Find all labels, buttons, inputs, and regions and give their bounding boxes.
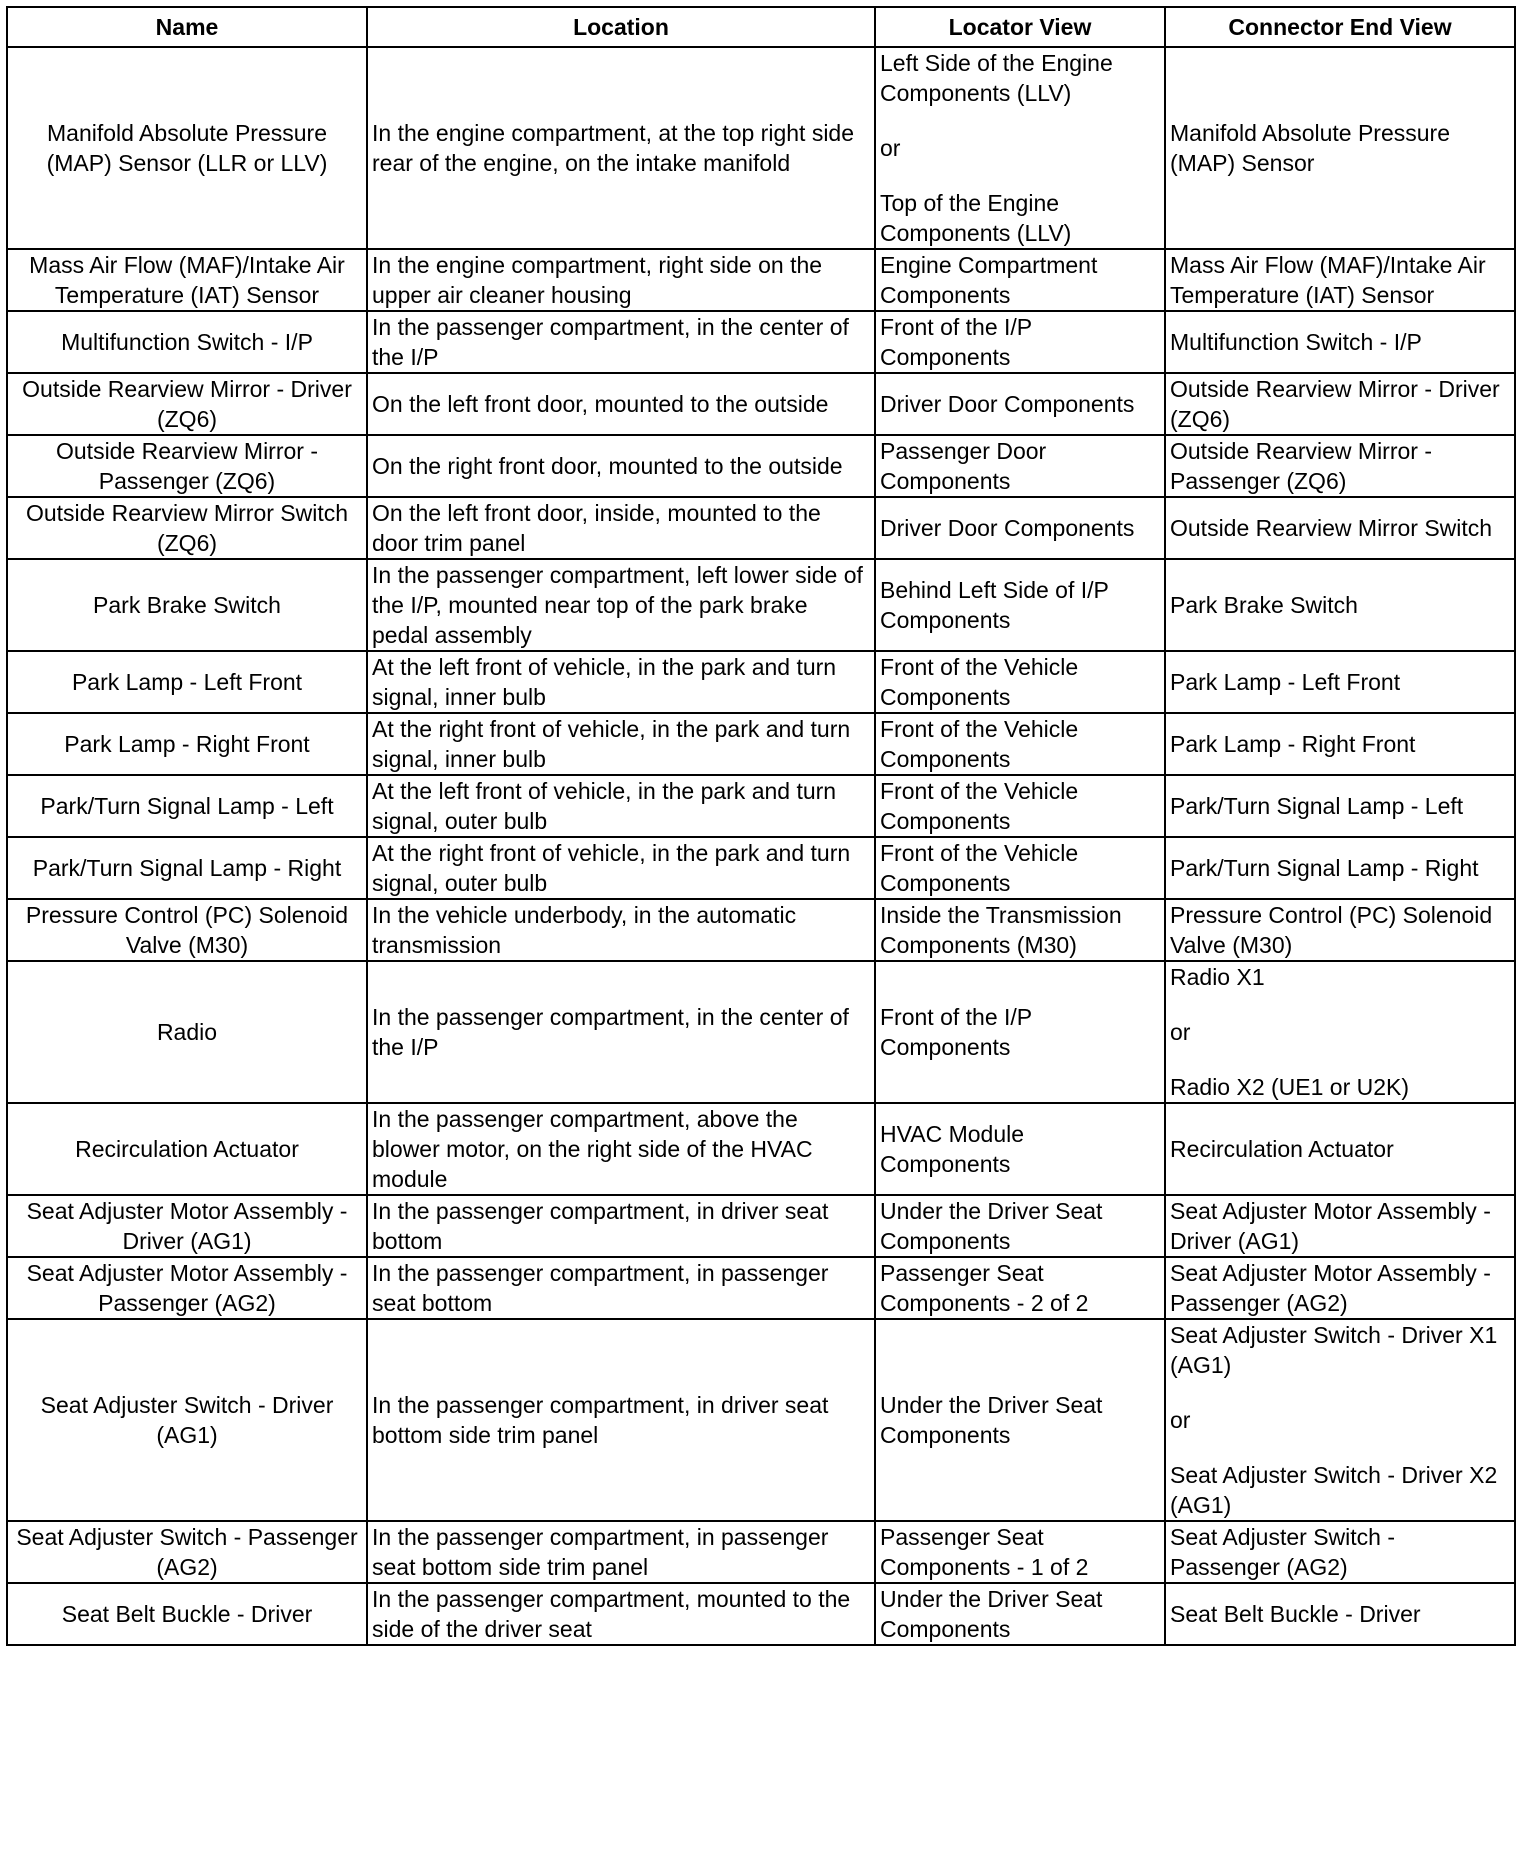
cell-locator-view	[875, 47, 1165, 249]
locator-view-text: Driver Door Components	[880, 515, 1135, 541]
cell-location: In the passenger compartment, in driver seat bottom side trim panel	[367, 1319, 875, 1521]
table-row	[7, 1319, 1515, 1521]
locator-view-text: HVAC Module Components	[880, 1121, 1025, 1177]
cell-connector-end-view	[1165, 775, 1515, 837]
locator-view-text: Front of the Vehicle Components	[880, 840, 1079, 896]
header-connector-end-view: Connector End View	[1165, 7, 1515, 47]
cell-name: Park Brake Switch	[7, 559, 367, 651]
locator-view-text: Under the Driver Seat Components	[880, 1392, 1103, 1448]
locator-view-text: Front of the Vehicle Components	[880, 716, 1079, 772]
cell-location: On the left front door, inside, mounted to the door trim panel	[367, 497, 875, 559]
table-row	[7, 249, 1515, 311]
locator-view-text: Front of the I/P Components	[880, 314, 1032, 370]
cell-locator-view	[875, 435, 1165, 497]
cell-connector-end-view	[1165, 249, 1515, 311]
cell-location: In the engine compartment, at the top right side rear of the engine, on the intake manifold	[367, 47, 875, 249]
cell-location: At the right front of vehicle, in the park and turn signal, inner bulb	[367, 713, 875, 775]
cell-locator-view	[875, 775, 1165, 837]
table-row	[7, 497, 1515, 559]
connector-end-view-text: Park/Turn Signal Lamp - Right	[1170, 855, 1479, 881]
connector-end-view-text: Radio X1	[1170, 964, 1265, 990]
cell-connector-end-view	[1165, 373, 1515, 435]
table-body	[7, 47, 1515, 1645]
cell-name: Radio	[7, 961, 367, 1103]
cell-locator-view	[875, 1319, 1165, 1521]
cell-name: Seat Adjuster Switch - Passenger (AG2)	[7, 1521, 367, 1583]
cell-name: Multifunction Switch - I/P	[7, 311, 367, 373]
cell-locator-view	[875, 651, 1165, 713]
table-row	[7, 1521, 1515, 1583]
cell-connector-end-view	[1165, 1583, 1515, 1645]
cell-locator-view	[875, 1195, 1165, 1257]
connector-end-view-text: Radio X2 (UE1 or U2K)	[1170, 1074, 1410, 1100]
cell-location: In the engine compartment, right side on the upper air cleaner housing	[367, 249, 875, 311]
cell-location: In the passenger compartment, left lower side of the I/P, mounted near top of the park brake pedal assembly	[367, 559, 875, 651]
cell-name: Seat Adjuster Motor Assembly - Driver (AG1)	[7, 1195, 367, 1257]
cell-location: In the passenger compartment, above the blower motor, on the right side of the HVAC module	[367, 1103, 875, 1195]
cell-name: Recirculation Actuator	[7, 1103, 367, 1195]
table-row	[7, 559, 1515, 651]
table-row	[7, 837, 1515, 899]
header-row	[7, 7, 1515, 47]
cell-location: At the left front of vehicle, in the park and turn signal, inner bulb	[367, 651, 875, 713]
cell-connector-end-view	[1165, 1319, 1515, 1521]
table-row	[7, 1257, 1515, 1319]
connector-end-view-text: Multifunction Switch - I/P	[1170, 329, 1422, 355]
locator-view-text: Engine Compartment Components	[880, 252, 1098, 308]
connector-end-view-text: Outside Rearview Mirror Switch	[1170, 515, 1493, 541]
connector-end-view-text: or	[1170, 1019, 1191, 1045]
table-row	[7, 1195, 1515, 1257]
cell-locator-view	[875, 1521, 1165, 1583]
cell-name: Seat Adjuster Motor Assembly - Passenger (AG2)	[7, 1257, 367, 1319]
cell-locator-view	[875, 559, 1165, 651]
cell-locator-view	[875, 1103, 1165, 1195]
connector-end-view-text: Seat Adjuster Motor Assembly - Driver (AG1)	[1170, 1198, 1491, 1254]
cell-locator-view	[875, 311, 1165, 373]
connector-end-view-text: Park Lamp - Right Front	[1170, 731, 1416, 757]
cell-locator-view	[875, 961, 1165, 1103]
cell-connector-end-view	[1165, 1521, 1515, 1583]
cell-connector-end-view	[1165, 497, 1515, 559]
cell-location: On the left front door, mounted to the outside	[367, 373, 875, 435]
table-row	[7, 47, 1515, 249]
cell-name: Outside Rearview Mirror - Driver (ZQ6)	[7, 373, 367, 435]
table-row	[7, 373, 1515, 435]
table-row	[7, 775, 1515, 837]
connector-end-view-text: Outside Rearview Mirror - Passenger (ZQ6)	[1170, 438, 1432, 494]
cell-locator-view	[875, 497, 1165, 559]
cell-name: Park Lamp - Left Front	[7, 651, 367, 713]
locator-view-text: Under the Driver Seat Components	[880, 1586, 1103, 1642]
cell-name: Seat Adjuster Switch - Driver (AG1)	[7, 1319, 367, 1521]
connector-end-view-text: Park Brake Switch	[1170, 592, 1358, 618]
cell-location: In the passenger compartment, in the center of the I/P	[367, 311, 875, 373]
cell-location: In the passenger compartment, in the center of the I/P	[367, 961, 875, 1103]
cell-name: Seat Belt Buckle - Driver	[7, 1583, 367, 1645]
table-row	[7, 311, 1515, 373]
connector-end-view-text: Seat Adjuster Switch - Driver X1 (AG1)	[1170, 1322, 1498, 1378]
locator-view-text: Passenger Seat Components - 1 of 2	[880, 1524, 1089, 1580]
locator-view-text: Driver Door Components	[880, 391, 1135, 417]
table-row	[7, 713, 1515, 775]
cell-name: Mass Air Flow (MAF)/Intake Air Temperature (IAT) Sensor	[7, 249, 367, 311]
cell-locator-view	[875, 899, 1165, 961]
cell-connector-end-view	[1165, 47, 1515, 249]
table-header	[7, 7, 1515, 47]
cell-locator-view	[875, 373, 1165, 435]
cell-locator-view	[875, 1583, 1165, 1645]
cell-name: Manifold Absolute Pressure (MAP) Sensor (LLR or LLV)	[7, 47, 367, 249]
cell-name: Park/Turn Signal Lamp - Right	[7, 837, 367, 899]
connector-end-view-text: Pressure Control (PC) Solenoid Valve (M30)	[1170, 902, 1493, 958]
cell-locator-view	[875, 837, 1165, 899]
header-location: Location	[367, 7, 875, 47]
table-row	[7, 899, 1515, 961]
locator-view-text: Passenger Door Components	[880, 438, 1047, 494]
locator-view-text: Front of the I/P Components	[880, 1004, 1032, 1060]
cell-locator-view	[875, 1257, 1165, 1319]
connector-end-view-text: Recirculation Actuator	[1170, 1136, 1394, 1162]
locator-view-text: Left Side of the Engine Components (LLV)	[880, 50, 1113, 106]
header-name: Name	[7, 7, 367, 47]
cell-name: Park/Turn Signal Lamp - Left	[7, 775, 367, 837]
cell-location: At the right front of vehicle, in the park and turn signal, outer bulb	[367, 837, 875, 899]
connector-end-view-text: Seat Belt Buckle - Driver	[1170, 1601, 1421, 1627]
cell-connector-end-view	[1165, 435, 1515, 497]
table-row	[7, 1103, 1515, 1195]
connector-end-view-text: Seat Adjuster Switch - Passenger (AG2)	[1170, 1524, 1395, 1580]
locator-view-text: Passenger Seat Components - 2 of 2	[880, 1260, 1089, 1316]
cell-locator-view	[875, 713, 1165, 775]
component-locator-table-wrapper	[6, 6, 1514, 1646]
locator-view-text: Front of the Vehicle Components	[880, 778, 1079, 834]
component-locator-table	[6, 6, 1516, 1646]
connector-end-view-text: Manifold Absolute Pressure (MAP) Sensor	[1170, 120, 1450, 176]
table-row	[7, 961, 1515, 1103]
cell-name: Outside Rearview Mirror - Passenger (ZQ6)	[7, 435, 367, 497]
connector-end-view-text: Mass Air Flow (MAF)/Intake Air Temperature (IAT) Sensor	[1170, 252, 1486, 308]
locator-view-text: Under the Driver Seat Components	[880, 1198, 1103, 1254]
cell-location: In the passenger compartment, mounted to the side of the driver seat	[367, 1583, 875, 1645]
header-locator-view: Locator View	[875, 7, 1165, 47]
cell-connector-end-view	[1165, 1195, 1515, 1257]
connector-end-view-text: Outside Rearview Mirror - Driver (ZQ6)	[1170, 376, 1500, 432]
locator-view-text: Front of the Vehicle Components	[880, 654, 1079, 710]
cell-connector-end-view	[1165, 559, 1515, 651]
cell-location: In the vehicle underbody, in the automatic transmission	[367, 899, 875, 961]
connector-end-view-text: Seat Adjuster Switch - Driver X2 (AG1)	[1170, 1462, 1498, 1518]
cell-location: At the left front of vehicle, in the park and turn signal, outer bulb	[367, 775, 875, 837]
cell-connector-end-view	[1165, 713, 1515, 775]
cell-name: Pressure Control (PC) Solenoid Valve (M30)	[7, 899, 367, 961]
connector-end-view-text: or	[1170, 1407, 1191, 1433]
cell-connector-end-view	[1165, 651, 1515, 713]
cell-location: In the passenger compartment, in passenger seat bottom	[367, 1257, 875, 1319]
cell-location: In the passenger compartment, in passenger seat bottom side trim panel	[367, 1521, 875, 1583]
connector-end-view-text: Seat Adjuster Motor Assembly - Passenger (AG2)	[1170, 1260, 1491, 1316]
locator-view-text: Behind Left Side of I/P Components	[880, 577, 1109, 633]
connector-end-view-text: Park Lamp - Left Front	[1170, 669, 1401, 695]
locator-view-text: Inside the Transmission Components (M30)	[880, 902, 1122, 958]
cell-name: Outside Rearview Mirror Switch (ZQ6)	[7, 497, 367, 559]
cell-location: On the right front door, mounted to the outside	[367, 435, 875, 497]
table-row	[7, 435, 1515, 497]
cell-locator-view	[875, 249, 1165, 311]
locator-view-text: or	[880, 135, 901, 161]
cell-connector-end-view	[1165, 1103, 1515, 1195]
cell-connector-end-view	[1165, 899, 1515, 961]
table-row	[7, 1583, 1515, 1645]
locator-view-text: Top of the Engine Components (LLV)	[880, 190, 1072, 246]
connector-end-view-text: Park/Turn Signal Lamp - Left	[1170, 793, 1464, 819]
table-row	[7, 651, 1515, 713]
cell-location: In the passenger compartment, in driver seat bottom	[367, 1195, 875, 1257]
cell-name: Park Lamp - Right Front	[7, 713, 367, 775]
cell-connector-end-view	[1165, 837, 1515, 899]
cell-connector-end-view	[1165, 961, 1515, 1103]
cell-connector-end-view	[1165, 311, 1515, 373]
cell-connector-end-view	[1165, 1257, 1515, 1319]
